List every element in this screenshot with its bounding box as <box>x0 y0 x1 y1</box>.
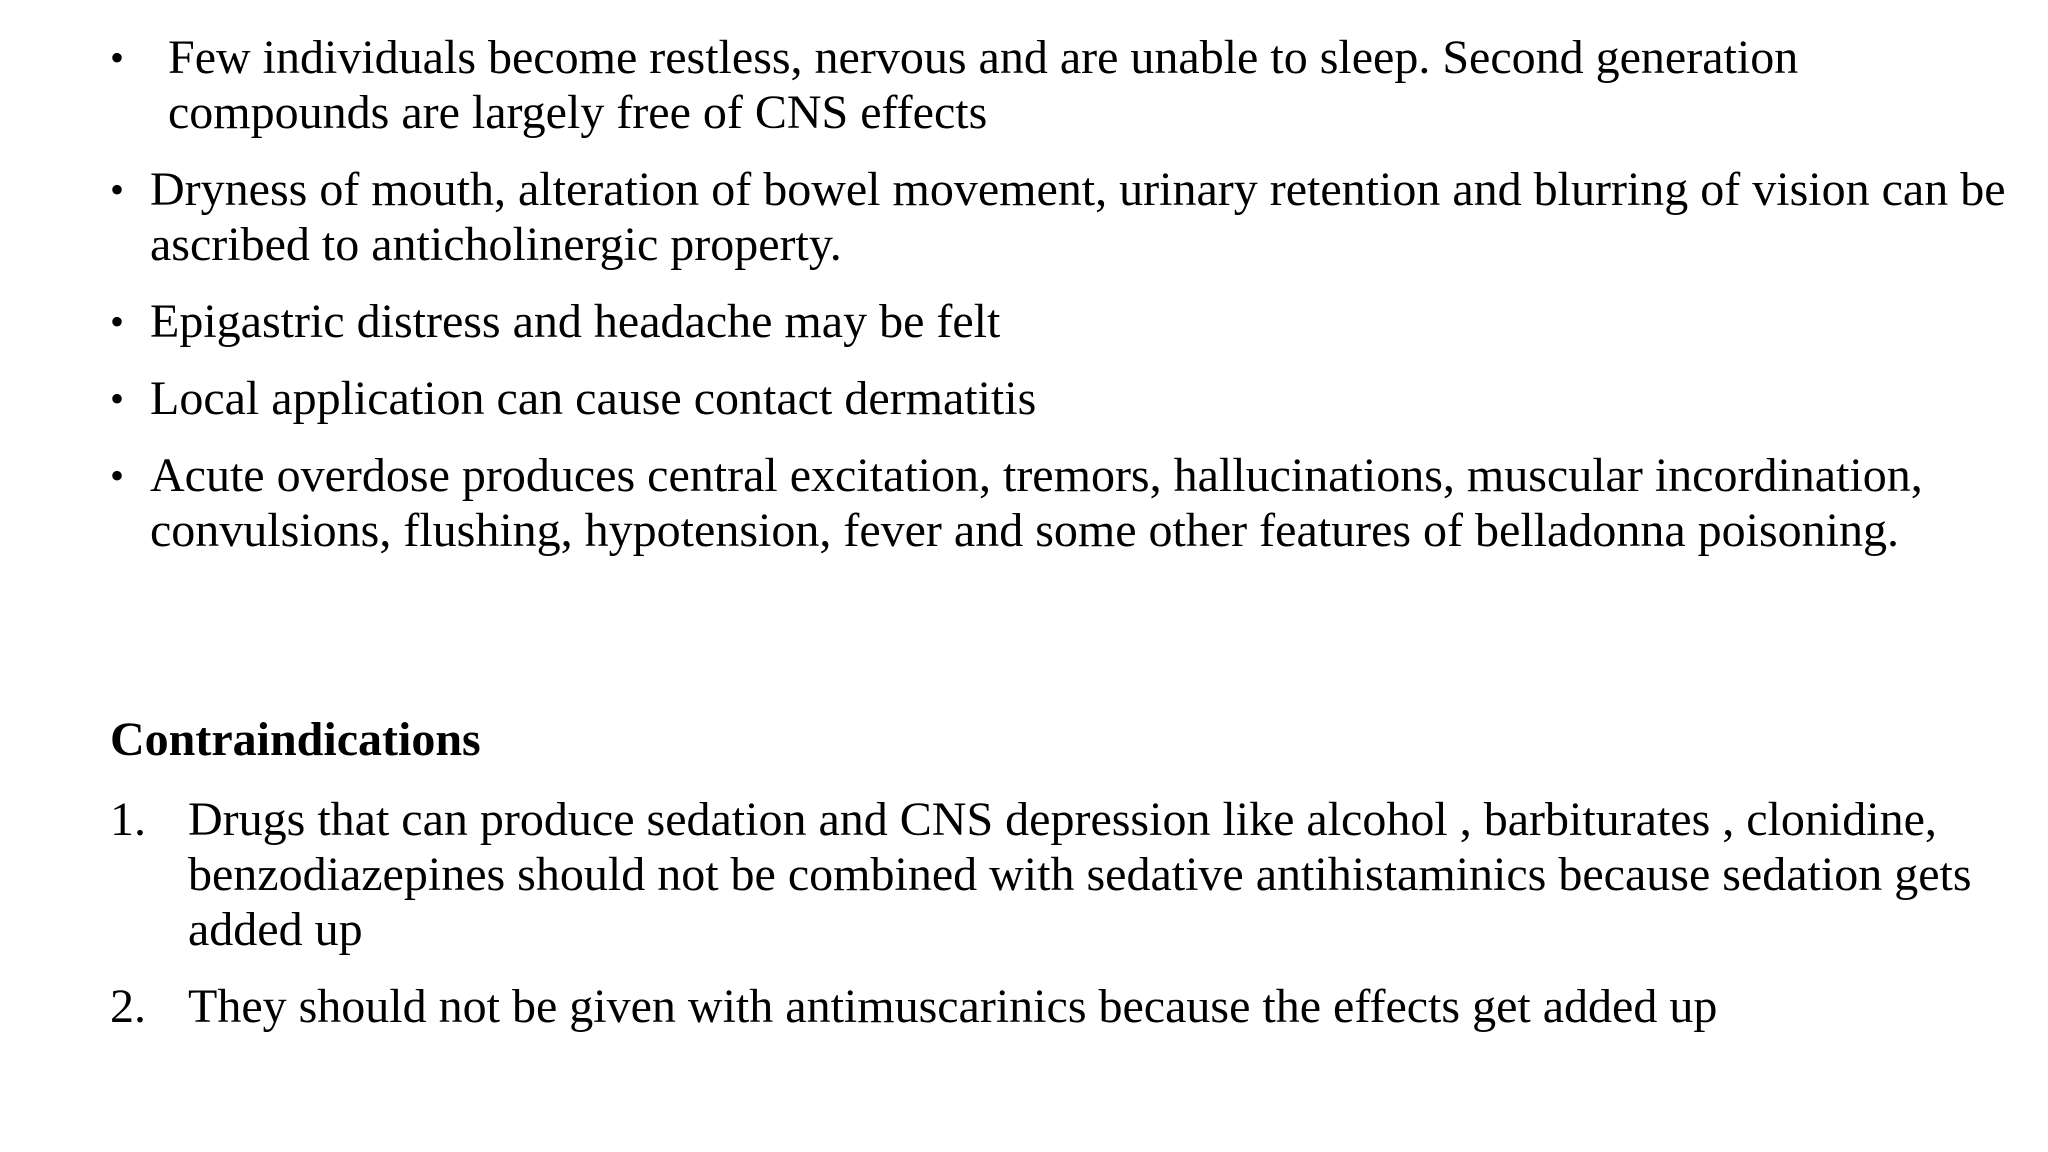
list-item-number: 1. <box>110 793 146 846</box>
list-item-text: They should not be given with antimuscarinics because the effects get added up <box>188 980 1718 1033</box>
list-item-text: Local application can cause contact dermatitis <box>150 372 1037 425</box>
side-effects-list <box>110 30 2030 580</box>
bullet-icon: • <box>110 35 125 80</box>
list-item-text: Few individuals become restless, nervous and are unable to sleep. Second generation compounds are largely free of CNS effects <box>168 31 1799 139</box>
contraindications-heading: Contraindications <box>110 713 481 766</box>
bullet-icon: • <box>110 453 125 498</box>
bullet-icon: • <box>110 167 125 212</box>
bullet-icon: • <box>110 299 125 344</box>
list-item <box>110 30 2030 140</box>
list-item <box>110 162 2030 272</box>
list-item-text: Drugs that can produce sedation and CNS depression like alcohol , barbiturates , clonidine, benzodiazepines should not be combined with sedative antihistaminics because sedation gets added up <box>188 793 1972 956</box>
list-item-text: Acute overdose produces central excitation, tremors, hallucinations, muscular incordination, convulsions, flushing, hypotension, fever and some other features of belladonna poisoning. <box>150 449 1923 557</box>
list-item <box>110 448 2030 558</box>
list-item-text: Epigastric distress and headache may be felt <box>150 295 1001 348</box>
contraindications-list <box>110 792 2040 1056</box>
list-item <box>110 294 2030 349</box>
list-item-number: 2. <box>110 980 146 1033</box>
bullet-icon: • <box>110 376 125 421</box>
list-item <box>110 371 2030 426</box>
list-item-text: Dryness of mouth, alteration of bowel movement, urinary retention and blurring of vision can be ascribed to anticholinergic property. <box>150 163 2006 271</box>
list-item <box>110 979 2040 1034</box>
list-item <box>110 792 2040 957</box>
